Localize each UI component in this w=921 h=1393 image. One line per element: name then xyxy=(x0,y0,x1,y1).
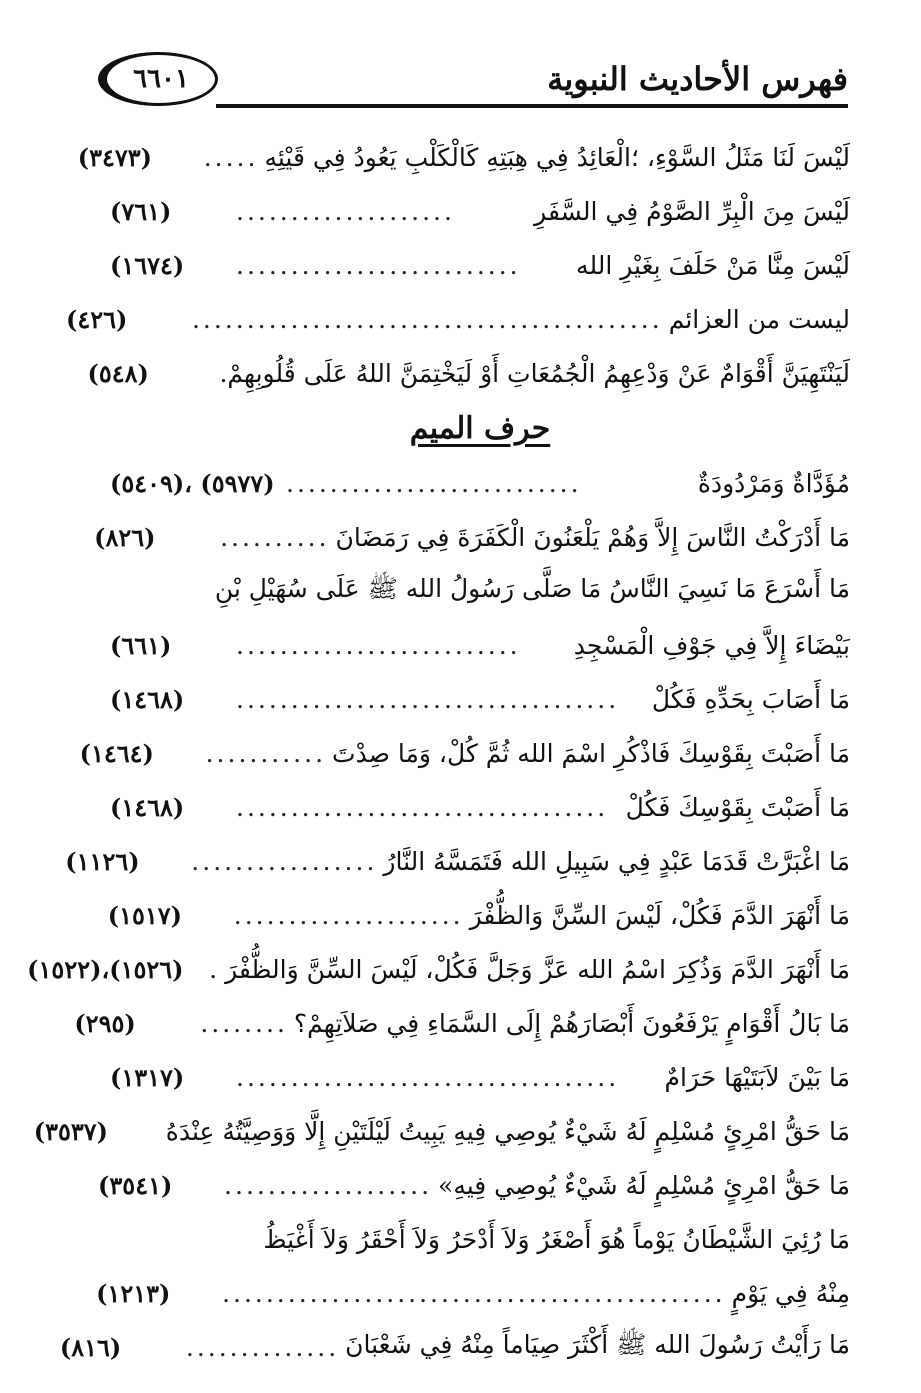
index-entry xyxy=(110,456,850,510)
index-entry xyxy=(110,1212,850,1266)
entry-text: مَا أَدْرَكْتُ النَّاسَ إِلاَّ وَهُمْ يَلْعَنُونَ الْكَفَرَةَ فِي رَمَضَانَ xyxy=(335,522,850,552)
entries-before xyxy=(65,130,850,400)
entry-text: لَيْسَ لَنَا مَثَلُ السَّوْءِ، ؛الْعَائِدُ فِي هِبَتِهِ كَالْكَلْبِ يَعُودُ فِي قَيْئِهِ xyxy=(264,142,850,172)
index-entry xyxy=(110,1050,850,1104)
entry-text: لَيَنْتَهِيَنَّ أَقْوَامٌ عَنْ وَدْعِهِمُ الْجُمُعَاتِ أَوْ لَيَخْتِمَنَّ اللهُ عَلَى قُلُوبِهِمْ. xyxy=(219,358,850,388)
entry-reference: (١٥٢٢)،(١٥٢٦) xyxy=(27,954,184,984)
entry-reference: (٨٢٦) xyxy=(94,522,156,552)
entry-reference: (٣٥٣٧) xyxy=(33,1116,108,1146)
entry-reference: (٥٤٠٩)، (٥٩٧٧) xyxy=(110,468,275,498)
entry-text: ليست من العزائم xyxy=(668,304,850,334)
entry-text: مَا اغْبَرَّتْ قَدَمَا عَبْدٍ فِي سَبِيلِ الله فَتَمَسَّهُ النَّارُ xyxy=(383,846,850,876)
entry-reference: (٣٤٧٣) xyxy=(77,142,152,172)
dot-leader: ................................... xyxy=(236,684,620,714)
entry-text: مَا أَنْهَرَ الدَّمَ فَكُلْ، لَيْسَ السِّنَّ وَالظُّفْرَ xyxy=(469,900,850,930)
index-entry xyxy=(77,130,850,184)
index-entry xyxy=(110,564,850,618)
entry-reference: (١١٢٦) xyxy=(65,846,140,876)
dot-leader: .......... xyxy=(220,522,330,552)
section-title: حرف الميم xyxy=(409,410,551,446)
index-entry xyxy=(107,888,850,942)
dot-leader: ........................... xyxy=(286,468,582,498)
dot-leader: ..................... xyxy=(233,900,464,930)
entry-reference: (٦٦١) xyxy=(110,630,172,660)
entry-text: مَا رُئِيَ الشَّيْطَانُ يَوْماً هُوَ أَصْغَرُ وَلاَ أَدْحَرُ وَلاَ أَحْقَرُ وَلاَ أَغْيَظُ xyxy=(263,1224,850,1254)
entry-text: مَا أَصَابَ بِحَدِّهِ فَكُلْ xyxy=(651,684,850,714)
dot-leader: ........ xyxy=(200,1008,288,1038)
entry-text: مَا أَصَبْتَ بِقَوْسِكَ فَكُلْ xyxy=(625,792,850,822)
index-entry xyxy=(87,346,850,400)
entry-reference: (٧٦١) xyxy=(110,196,172,226)
dot-leader: ................................... xyxy=(236,1062,620,1092)
index-entry xyxy=(65,834,850,888)
page-number-badge xyxy=(98,52,218,106)
entry-reference: (٤٢٦) xyxy=(65,304,128,334)
dot-leader: ..... xyxy=(203,142,259,172)
index-entry xyxy=(110,780,850,834)
entry-text: مَا حَقُّ امْرِئٍ مُسْلِمٍ لَهُ شَيْءٌ يُوصِي فِيهِ» xyxy=(438,1170,850,1200)
dot-leader: .................... xyxy=(236,196,455,226)
entry-reference: (١٣١٧) xyxy=(110,1062,185,1092)
entry-reference: (٨١٦) xyxy=(59,1332,122,1362)
dot-leader: .......................... xyxy=(236,630,521,660)
index-entry xyxy=(110,184,850,238)
dot-leader: .......................... xyxy=(236,250,521,280)
entry-reference: (٢٩٥) xyxy=(74,1008,136,1038)
entry-text: مَا أَسْرَعَ مَا نَسِيَ النَّاسُ مَا صَلَّى رَسُولُ الله ﷺ عَلَى سُهَيْلِ بْنِ xyxy=(214,573,850,603)
index-entry xyxy=(98,1158,850,1212)
entry-text: مَا بَالُ أَقْوَامٍ يَرْفَعُونَ أَبْصَارَهُمْ إِلَى السَّمَاءِ فِي صَلاَتِهِمْ؟ xyxy=(293,1008,850,1038)
index-entry xyxy=(110,238,850,292)
entry-reference: (٣٥٤١) xyxy=(98,1170,173,1200)
page-number: ٦٦٠١ xyxy=(133,64,189,94)
entry-text: لَيْسَ مِنَ الْبِرِّ الصَّوْمُ فِي السَّفَرِ xyxy=(534,196,850,226)
index-entry xyxy=(110,672,850,726)
header-rule xyxy=(216,104,848,108)
hadith-index xyxy=(27,130,850,1374)
dot-leader: ........................................... xyxy=(191,304,663,334)
entry-reference: (١٦٧٤) xyxy=(110,250,185,280)
entry-text: مَا بَيْنَ لاَبَتَيْهَا حَرَامٌ xyxy=(664,1062,850,1092)
entry-text: مِنْهُ فِي يَوْمٍ xyxy=(731,1278,850,1308)
entry-reference: (١٤٦٤) xyxy=(79,738,154,768)
entry-reference: (٥٤٨) xyxy=(87,358,149,388)
index-entry xyxy=(96,1266,850,1320)
entries-after xyxy=(27,456,850,1374)
index-entry xyxy=(110,618,850,672)
entry-text: مُؤَدَّاةٌ وَمَرْدُودَةٌ xyxy=(697,468,850,498)
entry-text: مَا أَصَبْتَ بِقَوْسِكَ فَاذْكُرِ اسْمَ الله ثُمَّ كُلْ، وَمَا صِدْتَ xyxy=(332,738,850,768)
entry-text: مَا رَأَيْتُ رَسُولَ الله ﷺ أَكْثَرَ صِيَاماً مِنْهُ فِي شَعْبَانَ xyxy=(345,1329,850,1359)
dot-leader: .............................................. xyxy=(222,1278,726,1308)
index-entry xyxy=(27,942,850,996)
index-entry xyxy=(74,996,850,1050)
index-entry xyxy=(33,1104,850,1158)
page-header xyxy=(98,52,848,110)
dot-leader: ........... xyxy=(205,738,327,768)
entry-text: مَا حَقُّ امْرِئٍ مُسْلِمٍ لَهُ شَيْءٌ يُوصِي فِيهِ يَبِيتُ لَيْلَتَيْنِ إِلَّا وَوَصِيَّتُهُ عِنْدَهُ xyxy=(165,1116,850,1146)
dot-leader: ................. xyxy=(191,846,378,876)
running-title: فهرس الأحاديث النبوية xyxy=(547,60,848,98)
entry-text: مَا أَنْهَرَ الدَّمَ وَذُكِرَ اسْمُ الله عَزَّ وَجَلَّ فَكُلْ، لَيْسَ السِّنَّ وَالظُّفْرَ . xyxy=(209,954,850,984)
dot-leader: .............. xyxy=(185,1332,340,1362)
index-entry xyxy=(59,1320,850,1374)
entry-text: بَيْضَاءَ إِلاَّ فِي جَوْفِ الْمَسْجِدِ xyxy=(573,630,850,660)
entry-reference: (١٢١٣) xyxy=(96,1278,171,1308)
index-entry xyxy=(94,510,850,564)
entry-reference: (١٥١٧) xyxy=(107,900,183,930)
index-entry xyxy=(65,292,850,346)
entry-text: لَيْسَ مِنَّا مَنْ حَلَفَ بِغَيْرِ الله xyxy=(576,250,850,280)
dot-leader: .................................. xyxy=(236,792,609,822)
entry-reference: (١٤٦٨) xyxy=(110,684,185,714)
dot-leader: ................... xyxy=(224,1170,433,1200)
entry-reference: (١٤٦٨) xyxy=(110,792,185,822)
index-entry xyxy=(79,726,850,780)
